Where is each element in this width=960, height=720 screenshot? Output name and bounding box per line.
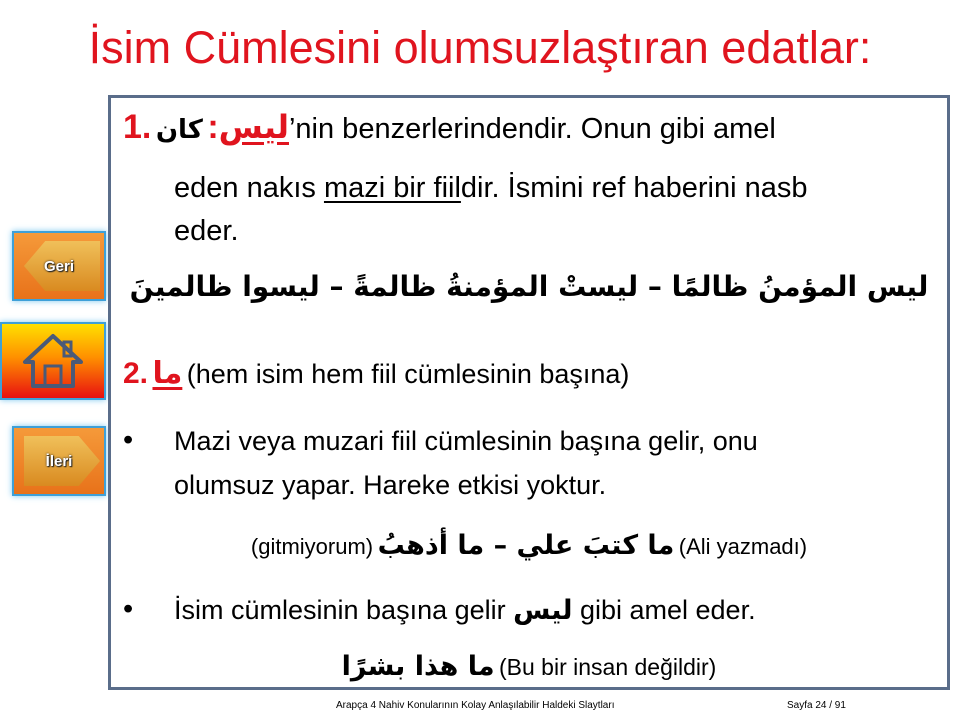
bullet-1-line-1: Mazi veya muzari fiil cümlesinin başına gelir, onu [174, 426, 758, 456]
bullet-2-post: gibi amel eder. [572, 595, 756, 625]
back-button[interactable] [12, 231, 106, 301]
item-2-number: 2. [123, 357, 149, 390]
item-1-number: 1. [123, 108, 152, 146]
back-button-label: Geri [43, 257, 74, 275]
bullet-1-example-right: (Ali yazmadı) [678, 534, 808, 559]
bullet-1-marker: • [123, 424, 134, 456]
footer-title: Arapça 4 Nahiv Konularının Kolay Anlaşılabilir Haldeki Slaytları [336, 700, 615, 711]
bullet-2-pre: İsim cümlesinin başına gelir [174, 595, 514, 625]
bullet-2-marker: • [123, 593, 134, 625]
next-button[interactable] [12, 426, 106, 496]
bullet-2-example-text: (Bu bir insan değildir) [499, 654, 717, 680]
item-1-arabic-word: ليس [218, 108, 289, 146]
bullet-1-line-2: olumsuz yapar. Hareke etkisi yoktur. [174, 470, 607, 500]
item-2-line [123, 356, 629, 391]
bullet-1-example-arabic: ما كتبَ علي – ما أذهبُ [377, 530, 675, 561]
bullet-2-example-arabic: ما هذا بشرًا [341, 651, 495, 682]
item-1-line-2-underlined: mazi bir fiil [323, 172, 461, 204]
slide-title: İsim Cümlesini olumsuzlaştıran edatlar: [88, 22, 872, 73]
home-button[interactable] [0, 322, 106, 400]
content-frame [108, 95, 950, 690]
bullet-2-example [111, 651, 947, 682]
item-1-line-1-text: ’nin benzerlerindendir. Onun gibi amel [288, 113, 776, 145]
item-2-note: (hem isim hem fiil cümlesinin başına) [186, 359, 630, 389]
bullet-2-arabic: ليس [513, 595, 573, 626]
item-1-line-2 [174, 172, 807, 205]
bullet-2-line [174, 595, 756, 626]
bullet-1-example-left: (gitmiyorum) [250, 534, 374, 559]
item-1-line-1 [123, 108, 776, 147]
item-1-example: ليس المؤمنُ ظالمًا – ليستْ المؤمنةُ ظالمةً – ليسوا ظالمينَ [129, 270, 929, 303]
item-1-line-3: eder. [174, 215, 239, 247]
item-1-kana: كان [155, 115, 203, 145]
home-icon [21, 332, 85, 390]
item-1-line-2-pre: eden nakıs [174, 172, 324, 204]
bullet-1-example [111, 530, 947, 561]
footer-page-number: Sayfa 24 / 91 [787, 700, 846, 711]
next-button-label: İleri [45, 452, 73, 470]
item-1-colon: : [207, 108, 219, 146]
item-1-line-2-post: dir. İsmini ref haberini nasb [460, 172, 808, 204]
item-2-arabic-word: ما [152, 356, 183, 391]
